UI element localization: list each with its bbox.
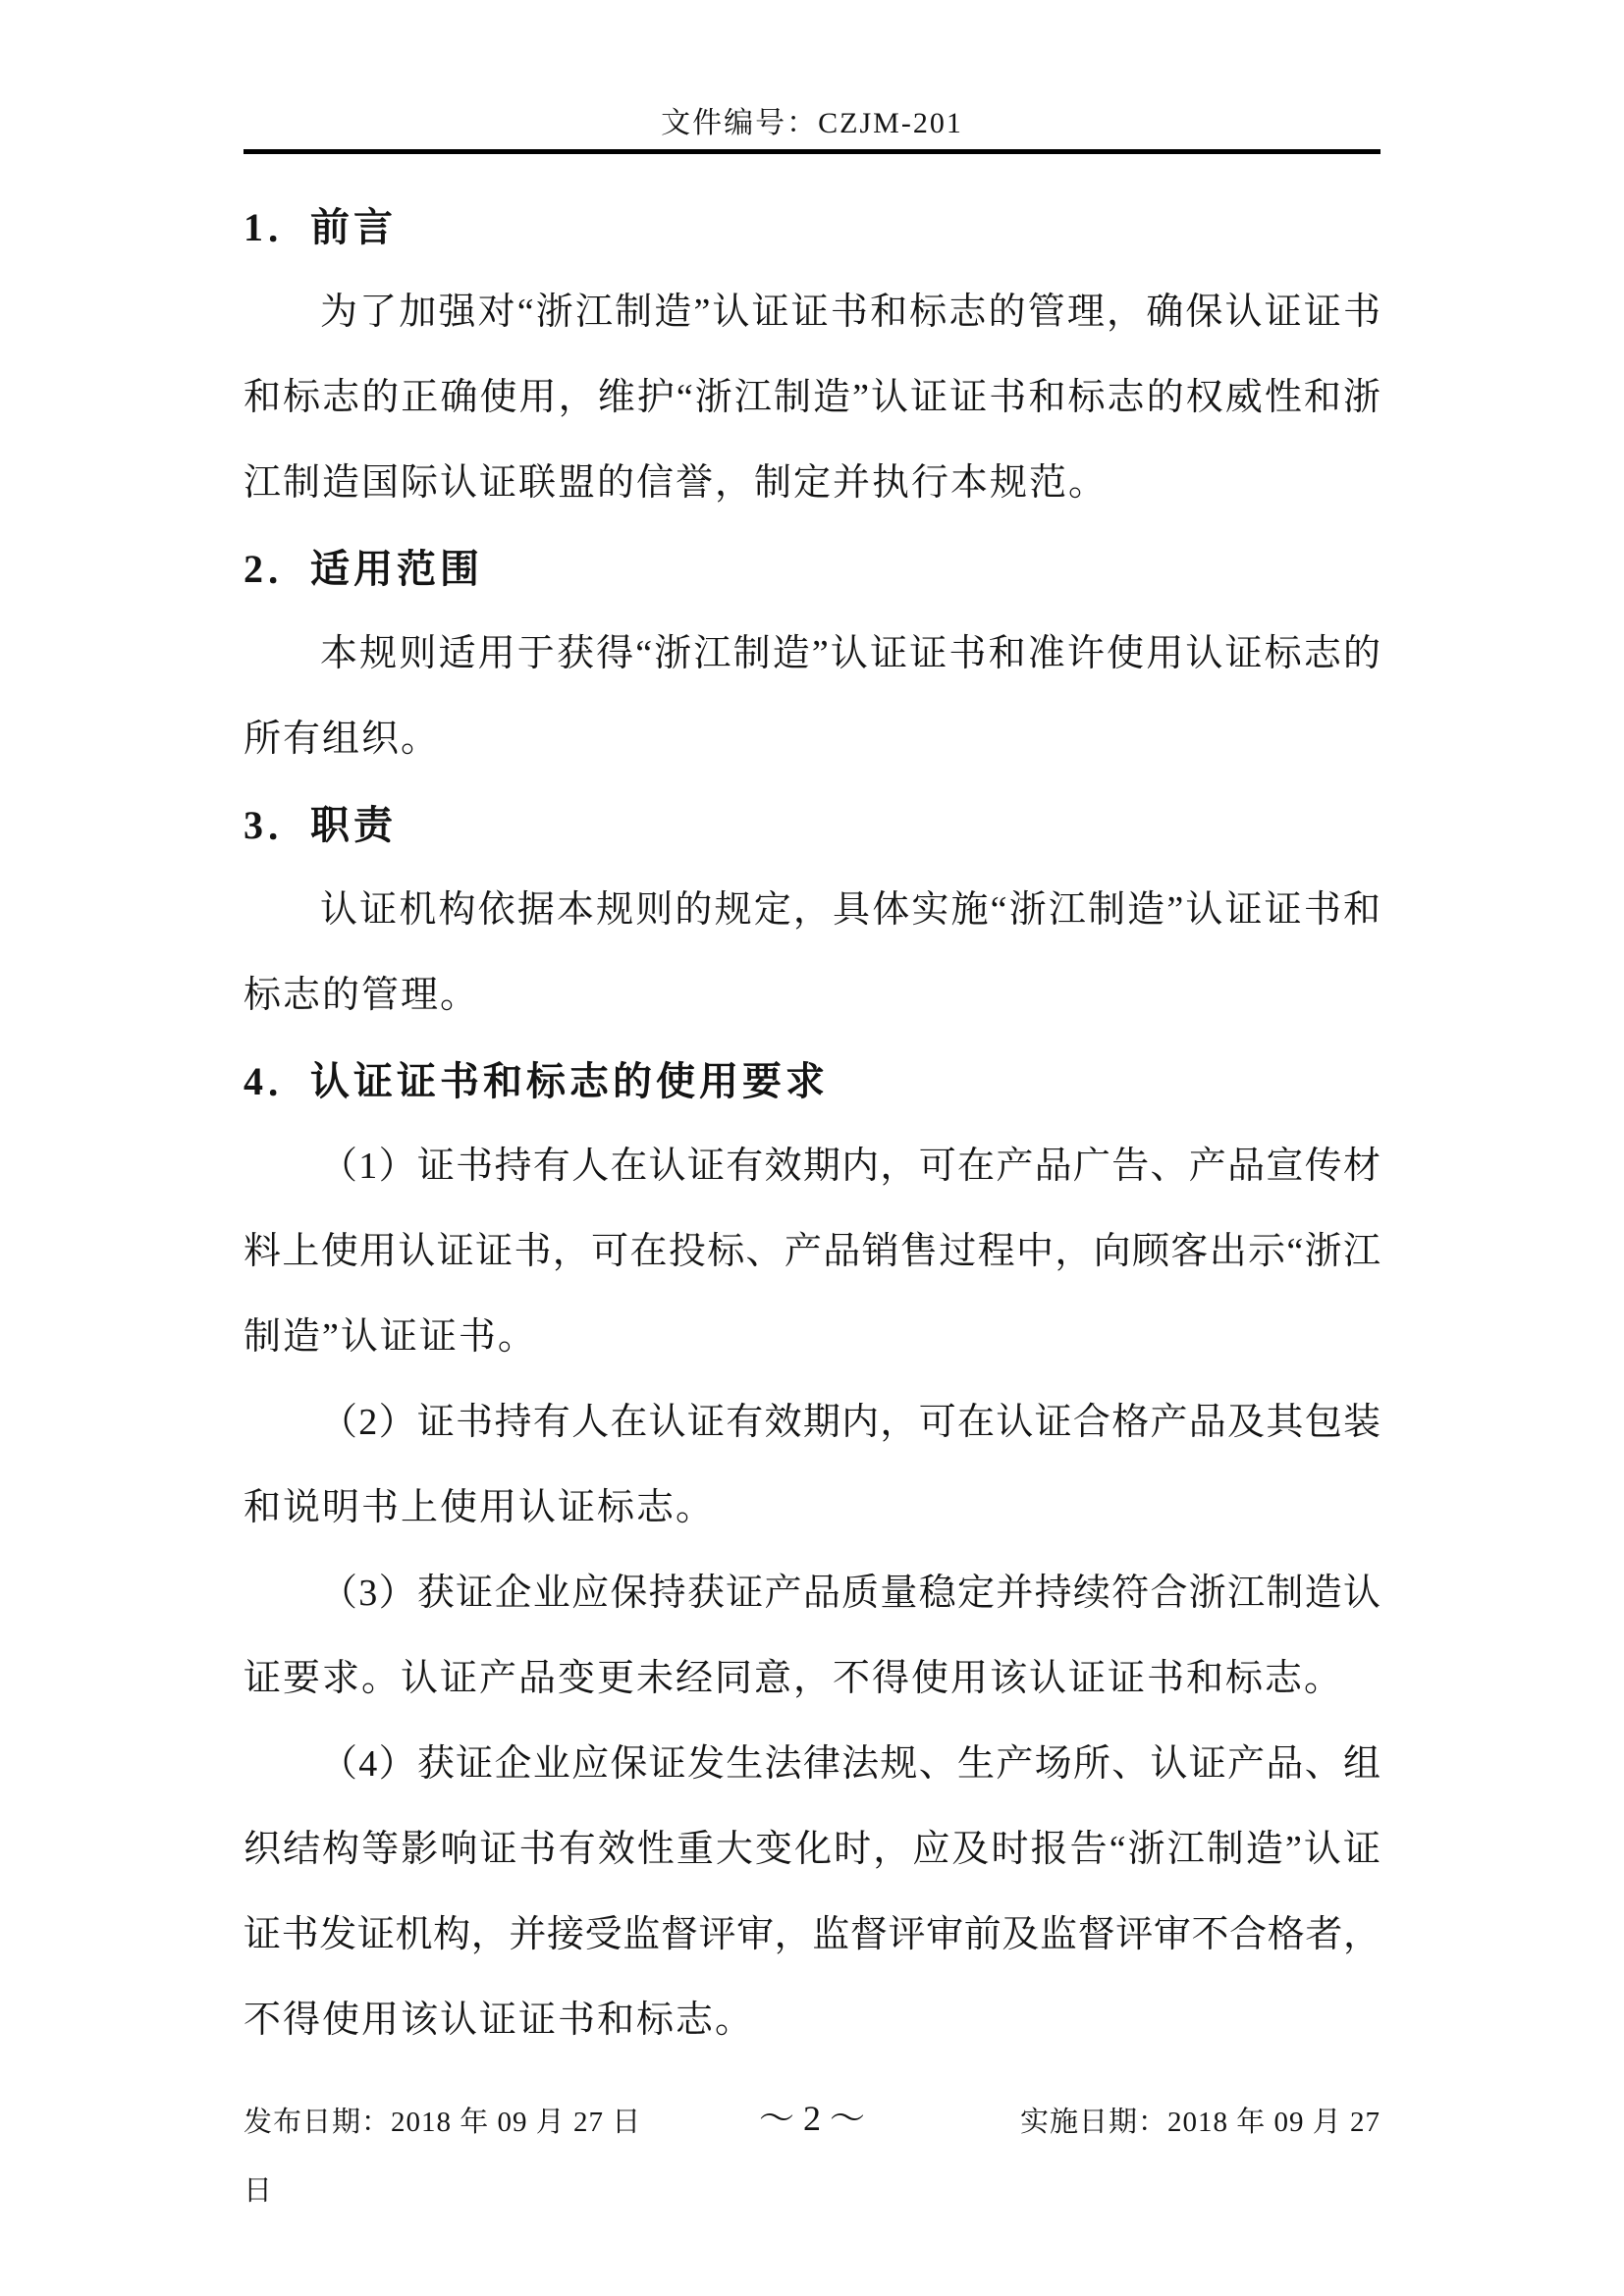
body-line: 和说明书上使用认证标志。: [244, 1487, 716, 1528]
footer-page-number: ～ 2 ～: [758, 2099, 865, 2138]
footer-release-date: 发布日期：2018 年 09 月 27 日: [244, 2107, 642, 2138]
body-line: （3）获证企业应保持获证产品质量稳定并持续符合浙江制造认: [320, 1573, 1380, 1614]
body-line: 不得使用该认证证书和标志。: [244, 2000, 755, 2041]
body-line: （4）获证企业应保证发生法律法规、生产场所、认证产品、组: [320, 1743, 1380, 1785]
body-line: 和标志的正确使用，维护“浙江制造”认证证书和标志的权威性和浙: [244, 377, 1380, 418]
footer-implement-date: 实施日期：2018 年 09 月 27: [1019, 2107, 1380, 2138]
section-heading: 4．认证证书和标志的使用要求: [244, 1059, 829, 1103]
section-heading: 2．适用范围: [244, 547, 483, 591]
body-line: 标志的管理。: [244, 975, 480, 1016]
body-line: 所有组织。: [244, 719, 441, 760]
doc-number: 文件编号：CZJM-201: [661, 107, 963, 139]
document-body: [244, 185, 1380, 2063]
body-line: 江制造国际认证联盟的信誉，制定并执行本规范。: [244, 462, 1109, 504]
body-line: 制造”认证证书。: [244, 1316, 537, 1358]
body-line: 为了加强对“浙江制造”认证证书和标志的管理，确保认证证书: [320, 292, 1380, 333]
body-line: 证书发证机构，并接受监督评审，监督评审前及监督评审不合格者，: [244, 1914, 1380, 1955]
body-line: 织结构等影响证书有效性重大变化时，应及时报告“浙江制造”认证: [244, 1829, 1380, 1870]
body-line: 料上使用认证证书，可在投标、产品销售过程中，向顾客出示“浙江: [244, 1231, 1380, 1272]
body-line: 证要求。认证产品变更未经同意，不得使用该认证证书和标志。: [244, 1658, 1344, 1699]
section-heading: 1．前言: [244, 205, 397, 249]
page-footer: [244, 2099, 1380, 2146]
body-line: （2）证书持有人在认证有效期内，可在认证合格产品及其包装: [320, 1402, 1380, 1443]
body-line: 本规则适用于获得“浙江制造”认证证书和准许使用认证标志的: [320, 633, 1380, 674]
section-heading: 3．职责: [244, 803, 397, 847]
header-rule: [244, 149, 1380, 154]
footer-wrap-char: 日: [244, 2175, 273, 2207]
body-line: 认证机构依据本规则的规定，具体实施“浙江制造”认证证书和: [320, 889, 1380, 931]
body-line: （1）证书持有人在认证有效期内，可在产品广告、产品宣传材: [320, 1146, 1380, 1187]
